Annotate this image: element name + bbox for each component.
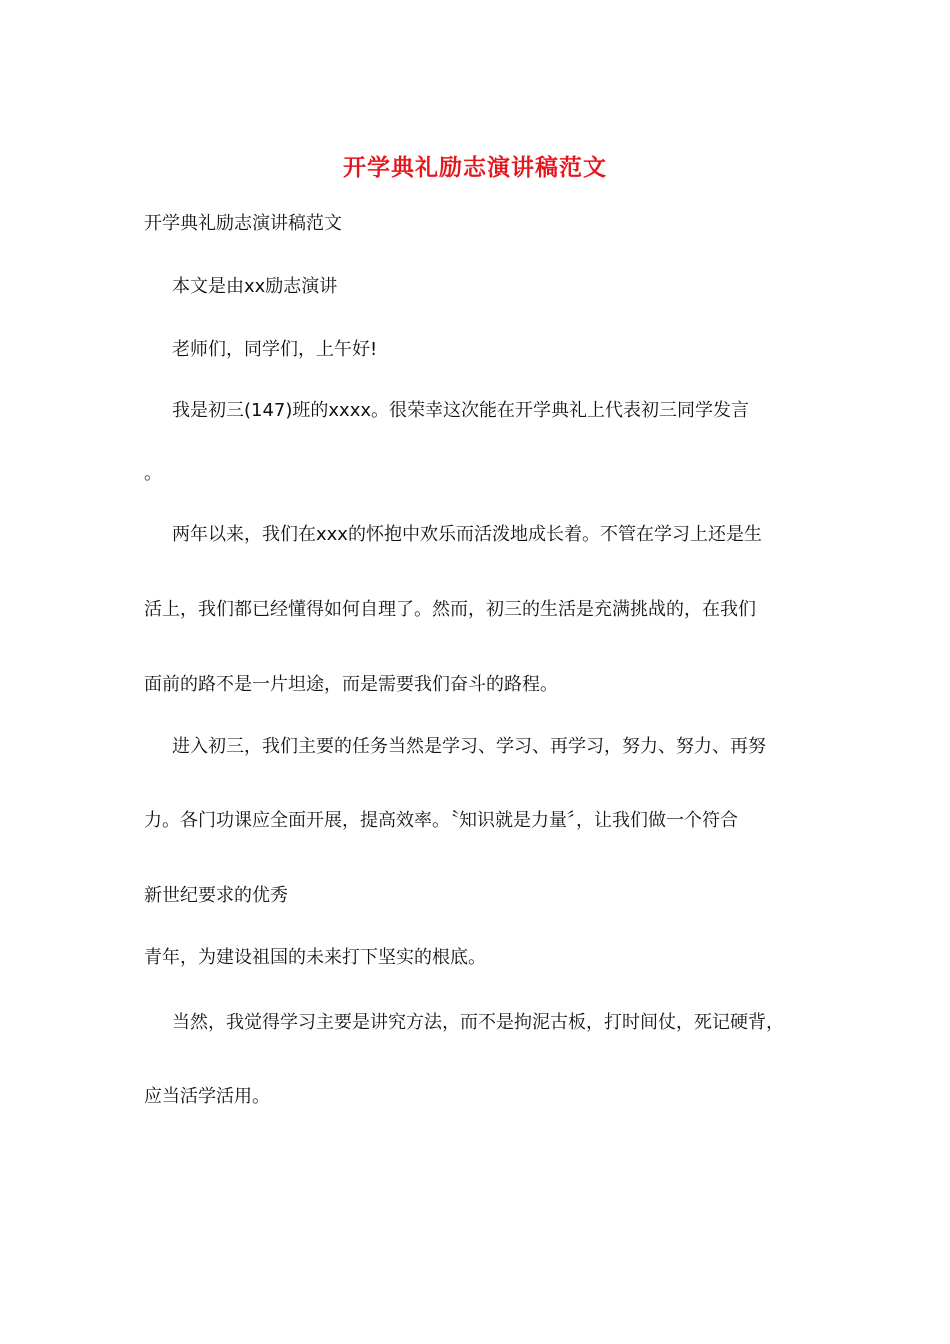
paragraph-line: 面前的路不是一片坦途，而是需要我们奋斗的路程。 <box>144 674 558 695</box>
paragraph-line: 两年以来，我们在xxx的怀抱中欢乐而活泼地成长着。不管在学习上还是生 <box>172 524 762 545</box>
paragraph-line: 本文是由xx励志演讲 <box>172 276 338 297</box>
body-heading: 开学典礼励志演讲稿范文 <box>144 213 342 234</box>
paragraph-line: 力。各门功课应全面开展，提高效率。〝知识就是力量〞，让我们做一个符合 <box>144 810 738 831</box>
paragraph-line: 新世纪要求的优秀 <box>144 885 288 906</box>
paragraph-line: 应当活学活用。 <box>144 1086 270 1107</box>
paragraph-line: 进入初三，我们主要的任务当然是学习、学习、再学习，努力、努力、再努 <box>172 736 766 757</box>
paragraph-line: 我是初三(147)班的xxxx。很荣幸这次能在开学典礼上代表初三同学发言 <box>172 400 750 421</box>
paragraph-line: 青年，为建设祖国的未来打下坚实的根底。 <box>144 947 486 968</box>
paragraph-line: 老师们，同学们，上午好! <box>172 339 378 360</box>
paragraph-line: 当然，我觉得学习主要是讲究方法，而不是拘泥古板，打时间仗，死记硬背， <box>172 1012 784 1033</box>
paragraph-line: 。 <box>144 463 162 484</box>
paragraph-line: 活上，我们都已经懂得如何自理了。然而，初三的生活是充满挑战的，在我们 <box>144 599 756 620</box>
document-title: 开学典礼励志演讲稿范文 <box>343 154 607 181</box>
